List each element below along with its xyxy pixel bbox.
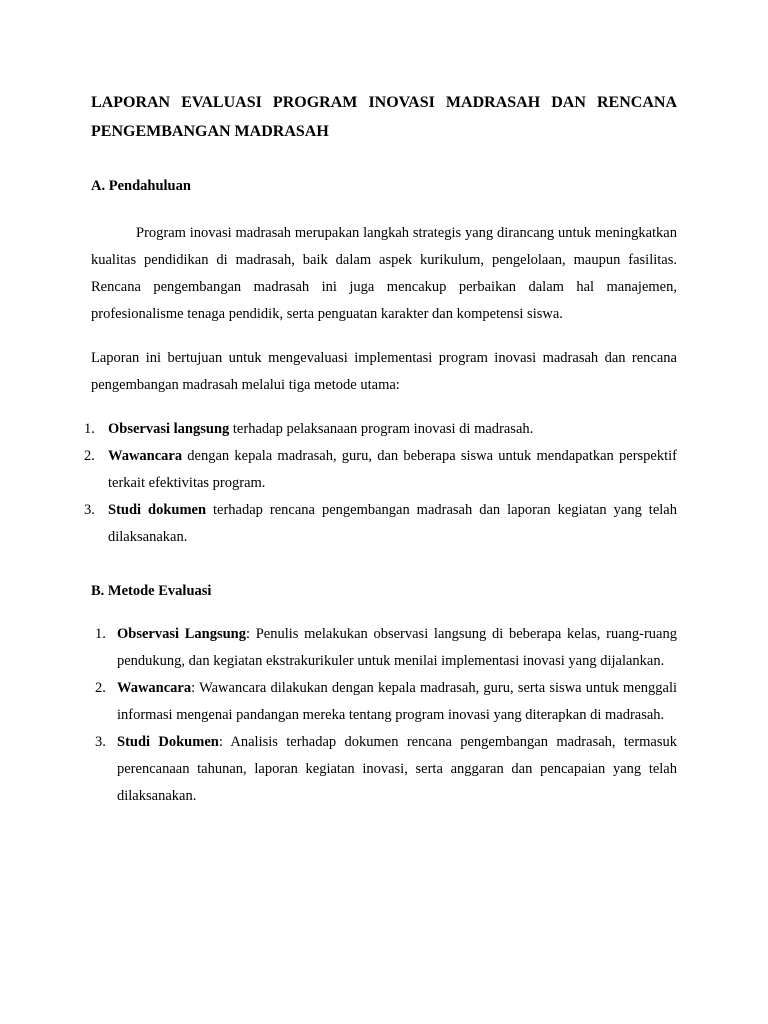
document-title: LAPORAN EVALUASI PROGRAM INOVASI MADRASAH DAN RENCANA PENGEMBANGAN MADRASAH: [91, 94, 677, 140]
list-item-number: 1.: [95, 626, 106, 642]
evaluation-method-list: [91, 621, 677, 810]
list-item-text: dengan kepala madrasah, guru, dan beberapa siswa untuk mendapatkan perspektif terkait efektivitas program.: [108, 448, 677, 491]
list-item-number: 1.: [84, 421, 95, 437]
list-item: [91, 729, 677, 810]
section-b-heading: B. Metode Evaluasi: [91, 583, 212, 599]
list-item-text: : Wawancara dilakukan dengan kepala madrasah, guru, serta siswa untuk menggali informasi mengenai pandangan mereka tentang program inovasi yang diterapkan di madrasah.: [117, 680, 677, 723]
list-item-term: Observasi langsung: [108, 421, 230, 437]
section-a-heading: A. Pendahuluan: [91, 178, 191, 194]
list-item-term: Studi Dokumen: [117, 734, 219, 750]
list-item: [84, 443, 677, 497]
list-item-text: terhadap rencana pengembangan madrasah dan laporan kegiatan yang telah dilaksanakan.: [108, 502, 677, 545]
purpose-paragraph: Laporan ini bertujuan untuk mengevaluasi implementasi program inovasi madrasah dan rencana pengembangan madrasah melalui tiga metode utama:: [91, 350, 677, 393]
list-item-term: Wawancara: [117, 680, 192, 696]
method-summary-list: [84, 416, 677, 551]
list-item-text: terhadap pelaksanaan program inovasi di madrasah.: [229, 421, 534, 437]
list-item-term: Observasi Langsung: [117, 626, 246, 642]
list-item: [84, 416, 677, 443]
intro-paragraph: Program inovasi madrasah merupakan langkah strategis yang dirancang untuk meningkatkan kualitas pendidikan di madrasah, baik dalam aspek kurikulum, pengelolaan, maupun fasilitas. Rencana pengembangan madrasah ini juga mencakup perbaikan dalam hal manajemen, profesionalisme tenaga pendidik, serta penguatan karakter dan kompetensi siswa.: [91, 225, 677, 322]
list-item-text: : Analisis terhadap dokumen rencana pengembangan madrasah, termasuk perencanaan tahunan, laporan kegiatan inovasi, serta anggaran dan pencapaian yang telah dilaksanakan.: [117, 734, 678, 804]
list-item-text: : Penulis melakukan observasi langsung di beberapa kelas, ruang-ruang pendukung, dan kegiatan ekstrakurikuler untuk menilai implementasi inovasi yang dijalankan.: [117, 626, 677, 669]
list-item: [91, 621, 677, 675]
list-item-number: 3.: [95, 734, 106, 750]
list-item: [84, 497, 677, 551]
list-item-term: Wawancara: [108, 448, 183, 464]
list-item: [91, 675, 677, 729]
list-item-number: 2.: [95, 680, 106, 696]
list-item-term: Studi dokumen: [108, 502, 207, 518]
list-item-number: 3.: [84, 502, 95, 518]
list-item-number: 2.: [84, 448, 95, 464]
